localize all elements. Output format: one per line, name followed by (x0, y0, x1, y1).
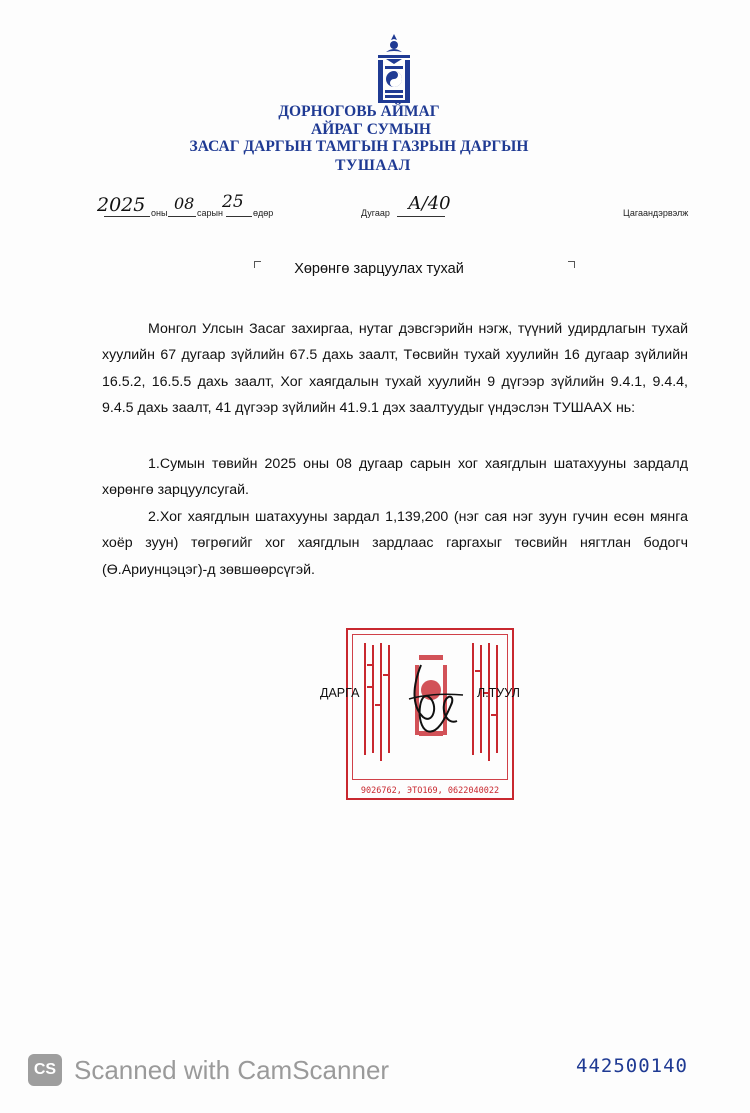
header-aimag: ДОРНОГОВЬ АЙМАГ (278, 103, 440, 120)
place-label: Цагаандэрвэлж (623, 208, 689, 218)
stamp-footer-text: 9026762, ЭТО169, 0622040022 (360, 786, 500, 796)
number-label: Дугаар (361, 208, 390, 218)
date-day: 25 (222, 192, 244, 212)
day-label: өдөр (253, 208, 274, 218)
month-label: сарын (197, 208, 223, 218)
year-label: оны (151, 208, 168, 218)
body-paragraph-3: 2.Хог хаягдлын шатахууны зардал 1,139,200 (нэг сая нэг зуун гучин есөн мянга хоёр зуун) төгрөгийг хог хаягдлын зардлаас гаргахыг төсвийн нягтлан бодогч (Ө.Ариунцэцэг)-д зөвшөөрсүгэй. (102, 509, 688, 578)
signer-name: Л.ТУУЛ (477, 686, 520, 700)
date-month: 08 (174, 194, 195, 213)
camscanner-watermark: Scanned with CamScanner (74, 1055, 390, 1085)
body-paragraph-1: Монгол Улсын Засаг захиргаа, нутаг дэвсгэрийн нэгж, түүний удирдлагын тухай хуулийн 67 дугаар зүйлийн 67.5 дахь заалт, Төсвийн тухай хуулийн 16 дугаар зүйлийн 16.5.2, 16.5.5 дахь заалт, Хог хаягдалын тухай хуулийн 9 дүгээр зүйлийн 9.4.1, 9.4.4, 9.4.5 дахь заалт, 41 дүгээр зүйлийн 41.9.1 дэх заалтуудыг үндэслэн ТУШААХ нь: (102, 321, 688, 417)
serial-number: 442500140 (576, 1055, 688, 1077)
month-line (168, 216, 196, 217)
header-office: ЗАСАГ ДАРГЫН ТАМГЫН ГАЗРЫН ДАРГЫН (189, 138, 529, 155)
doc-number: А/40 (408, 193, 451, 214)
header-doc-type: ТУШААЛ (335, 157, 411, 174)
date-year: 2025 (97, 194, 146, 216)
signer-title: ДАРГА (320, 686, 360, 700)
body-paragraph-2: 1.Сумын төвийн 2025 оны 08 дугаар сарын хог хаягдлын шатахууны зардалд хөрөнгө зарцуулсугай. (102, 456, 688, 499)
stamp-inner-border (352, 634, 508, 780)
header-sum: АЙРАГ СУМЫН (311, 121, 431, 138)
camscanner-logo-icon: CS (28, 1054, 62, 1086)
handwritten-signature-icon (353, 635, 509, 781)
official-stamp (346, 628, 514, 800)
meta-row (0, 192, 750, 228)
soyombo-emblem-icon (376, 34, 412, 104)
day-line (226, 216, 252, 217)
subject-title: Хөрөнгө зарцуулах тухай (294, 261, 464, 277)
year-line (104, 216, 150, 217)
number-line (397, 216, 445, 217)
